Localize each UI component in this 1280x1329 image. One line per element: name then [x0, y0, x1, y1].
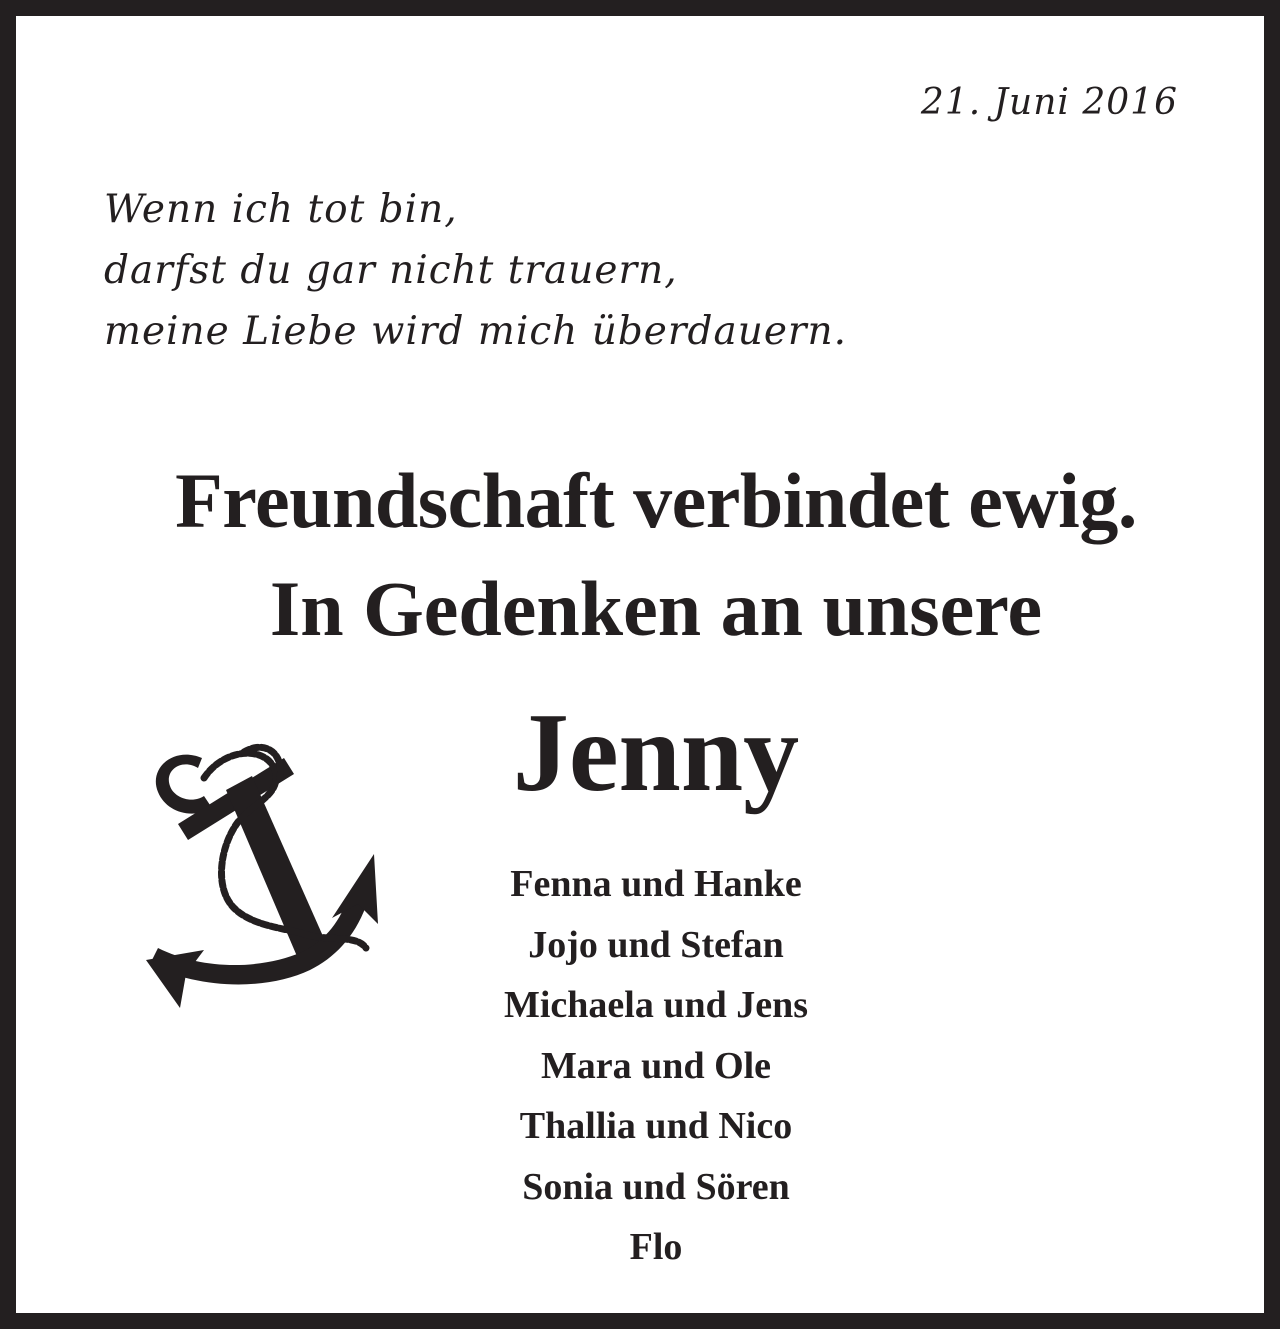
signer-line: Mara und Ole [540, 1044, 772, 1087]
notice-date: 21. Juni 2016 [920, 82, 1178, 123]
poem-line: meine Liebe wird mich überdauern. [104, 309, 848, 354]
signer-line: Thallia und Nico [519, 1105, 793, 1147]
signers-list [16, 854, 1280, 1278]
signer-line: Michaela und Jens [503, 984, 809, 1026]
signer-line: Fenna und Hanke [510, 863, 802, 905]
deceased-name: Jenny [512, 691, 800, 815]
poem-line: darfst du gar nicht trauern, [104, 248, 678, 293]
poem [104, 179, 847, 362]
poem-line: Wenn ich tot bin, [104, 187, 458, 232]
headline-remembrance: In Gedenken an unsere [269, 565, 1043, 652]
signer-line: Flo [629, 1226, 683, 1268]
signer-line: Jojo und Stefan [528, 923, 784, 966]
signer-line: Sonia und Sören [522, 1165, 790, 1208]
headline-friendship: Freundschaft verbindet ewig. [175, 457, 1137, 544]
